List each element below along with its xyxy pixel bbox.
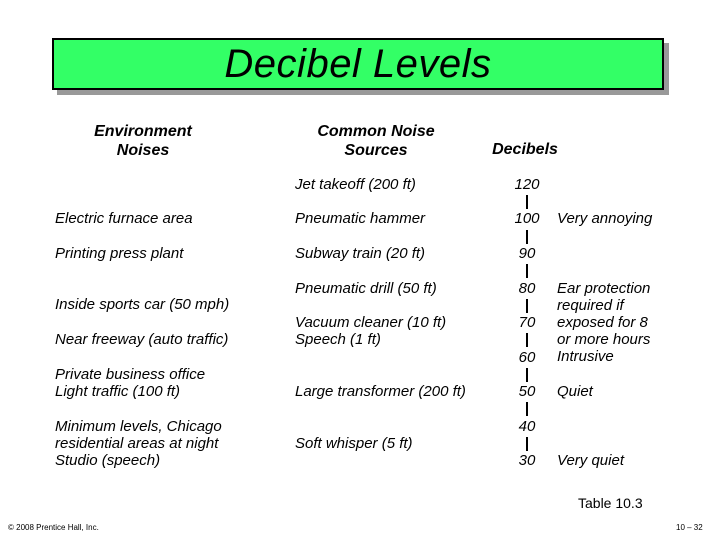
- scale-connector: [526, 402, 528, 416]
- decibel-value: 40: [518, 418, 536, 435]
- decibel-value: 100: [514, 210, 540, 227]
- decibel-value: 80: [518, 280, 536, 297]
- effect-note: Ear protection required if exposed for 8 or more hours Intrusive: [557, 280, 651, 365]
- decibel-value: 70: [518, 314, 536, 331]
- environment-noise-item: Private business office Light traffic (100 ft): [55, 366, 206, 400]
- scale-connector: [526, 437, 528, 451]
- effect-note: Very annoying: [557, 210, 653, 227]
- noise-source-item: Large transformer (200 ft): [295, 383, 466, 400]
- header-environment-noises: Environment Noises: [94, 123, 192, 159]
- scale-connector: [526, 195, 528, 209]
- noise-source-item: Jet takeoff (200 ft): [295, 176, 416, 193]
- copyright-notice: © 2008 Prentice Hall, Inc.: [8, 523, 99, 532]
- noise-source-item: Vacuum cleaner (10 ft) Speech (1 ft): [295, 314, 447, 348]
- effect-note: Very quiet: [557, 452, 624, 469]
- header-decibels: Decibels: [492, 141, 558, 158]
- noise-source-item: Soft whisper (5 ft): [295, 435, 413, 452]
- decibel-value: 90: [518, 245, 536, 262]
- decibel-value: 50: [518, 383, 536, 400]
- header-common-noise-sources: Common Noise Sources: [317, 123, 435, 159]
- table-caption: Table 10.3: [578, 495, 643, 511]
- page-title: Decibel Levels: [224, 41, 492, 86]
- scale-connector: [526, 230, 528, 244]
- effect-note: Quiet: [557, 383, 593, 400]
- page-number: 10 – 32: [676, 523, 703, 532]
- decibel-value: 60: [518, 349, 536, 366]
- environment-noise-item: Near freeway (auto traffic): [55, 331, 229, 348]
- scale-connector: [526, 299, 528, 313]
- environment-noise-item: Minimum levels, Chicago residential areas at night Studio (speech): [55, 418, 222, 469]
- noise-source-item: Pneumatic hammer: [295, 210, 426, 227]
- noise-source-item: Pneumatic drill (50 ft): [295, 280, 437, 297]
- decibel-value: 30: [518, 452, 536, 469]
- environment-noise-item: Inside sports car (50 mph): [55, 296, 230, 313]
- title-banner: [52, 38, 664, 90]
- noise-source-item: Subway train (20 ft): [295, 245, 426, 262]
- scale-connector: [526, 368, 528, 382]
- decibel-value: 120: [514, 176, 540, 193]
- environment-noise-item: Electric furnace area: [55, 210, 193, 227]
- scale-connector: [526, 264, 528, 278]
- scale-connector: [526, 333, 528, 347]
- environment-noise-item: Printing press plant: [55, 245, 184, 262]
